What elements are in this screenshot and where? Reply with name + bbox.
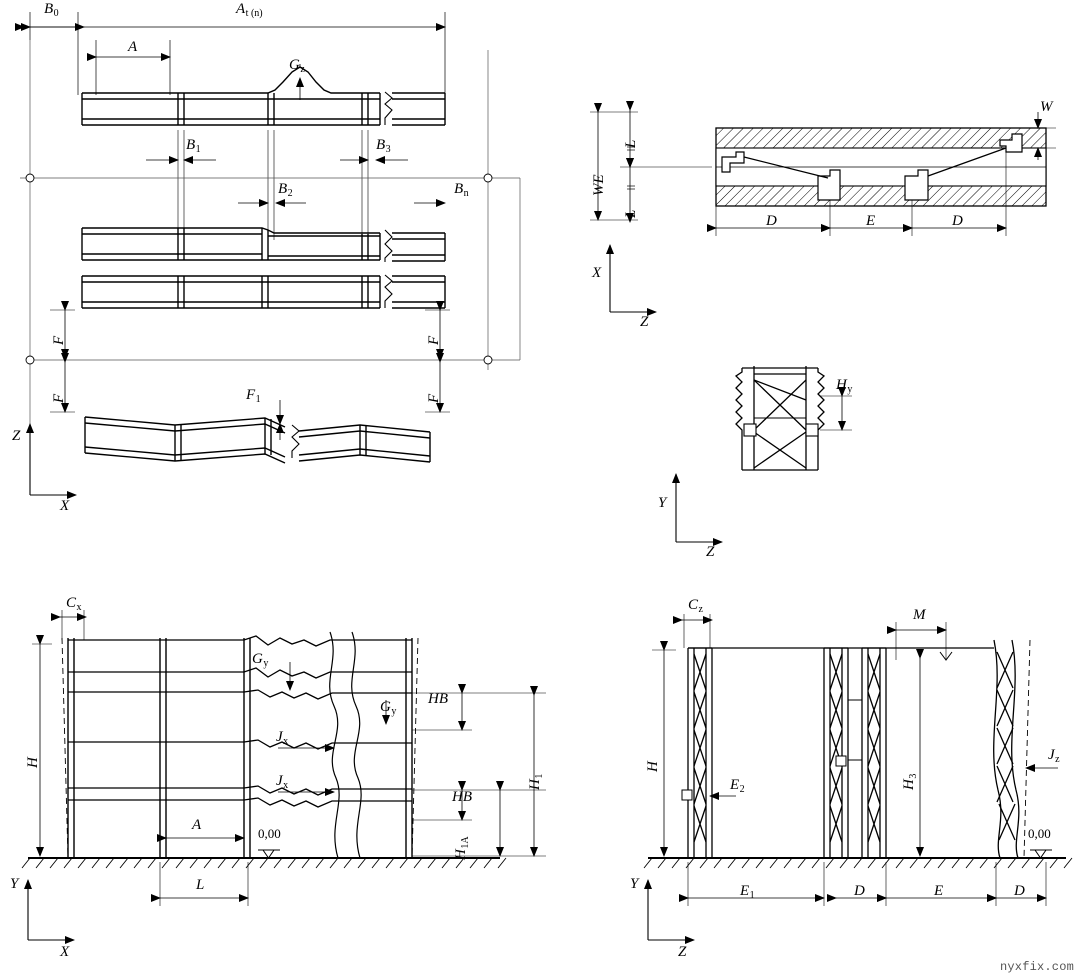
label-Cz: $C_z$ [688,597,703,615]
label-D-right: D [952,213,963,229]
label-HB-2: HB [452,789,472,805]
axis-label-Y-right: Y [630,876,639,892]
label-E1: $E_1$ [740,883,755,901]
label-Gz: $G_z$ [289,57,305,75]
middle-right-frame-detail [676,366,852,542]
watermark: nyxfix.com [999,960,1074,974]
axis-label-Z-frame: Z [706,544,715,560]
label-E2: $E_2$ [730,777,745,795]
label-F-left-bottom: F [51,393,67,403]
label-F-left-top: F [51,335,67,345]
label-Jx-2: $J_x$ [276,773,289,791]
label-A-plan: A [128,39,138,55]
label-D-right-elev: D [854,883,865,899]
top-right-detail-view [590,110,1056,312]
label-B0: $B_0$ [44,1,59,19]
axis-label-Y-frame: Y [658,495,667,511]
label-H1A: $H_{1A}$ [453,836,471,860]
label-Jx-1: $J_x$ [276,729,289,747]
top-left-plan-view [20,12,520,495]
label-F1: $F_1$ [246,387,261,405]
label-F-right-top: F [426,335,442,345]
axis-label-X-left: X [60,944,70,960]
label-L-top: L [623,139,639,148]
label-M: M [913,607,926,623]
label-D-left: D [766,213,777,229]
label-Gy-2: $G_y$ [380,699,397,717]
label-H-right: H [645,761,661,772]
label-B2: $B_2$ [278,181,293,199]
label-L-bottom: L [623,209,639,218]
label-F-right-bottom: F [426,393,442,403]
axis-label-X-detail: X [592,265,602,281]
label-Bn: $B_n$ [454,181,469,199]
axis-label-Z-plan: Z [12,428,21,444]
label-E-mid: E [866,213,876,229]
axis-label-Z-detail: Z [640,314,649,330]
label-H1: $H_1$ [527,773,545,790]
label-HB-1: HB [428,691,448,707]
label-L-elev: L [196,877,205,893]
label-A-elev: A [192,817,202,833]
label-E-right-elev: E [934,883,944,899]
label-WE: WE [591,174,607,196]
label-H-left: H [25,757,41,768]
label-W: W [1040,99,1053,115]
label-Gy-1: $G_y$ [252,651,269,669]
label-Cx: $C_x$ [66,595,82,613]
label-Jz: $J_z$ [1048,747,1060,765]
label-At: $A_{t (n)}$ [236,1,263,19]
label-B3: $B_3$ [376,137,391,155]
ground-level-label-right: 0,00 [1028,826,1051,841]
label-H3: $H_3$ [901,773,919,790]
label-B1: $B_1$ [186,137,201,155]
axis-label-X-plan: X [60,498,70,514]
label-D-far-right: D [1014,883,1025,899]
axis-label-Z-right: Z [678,944,687,960]
axis-label-Y-left: Y [10,876,19,892]
ground-level-label-left: 0,00 [258,826,281,841]
label-Hy: $H_y$ [836,377,853,395]
